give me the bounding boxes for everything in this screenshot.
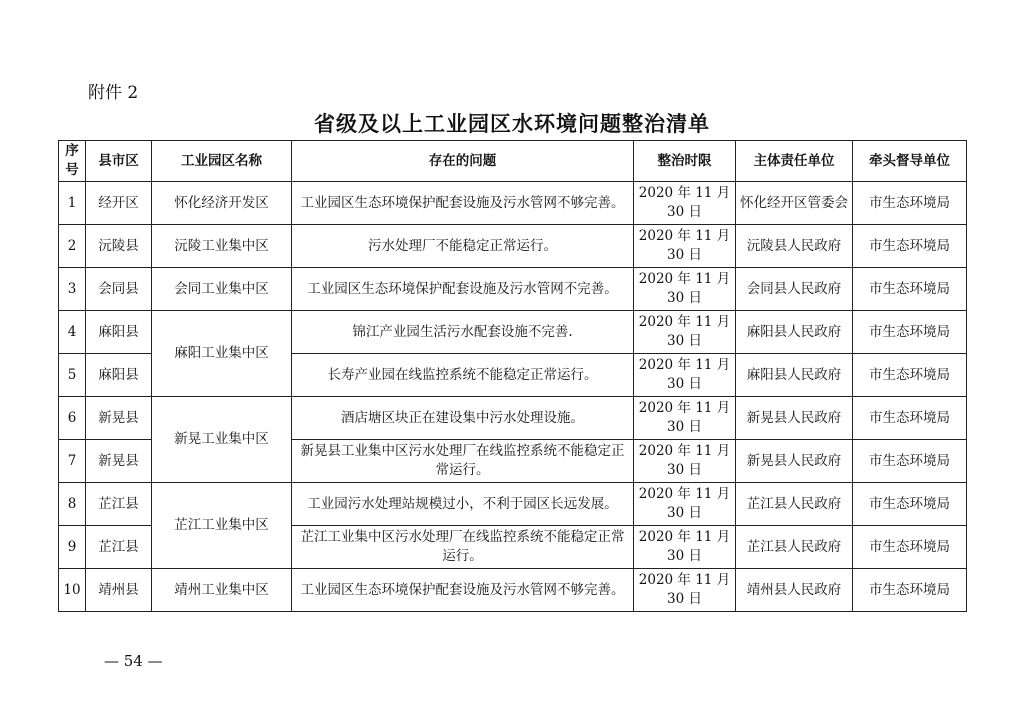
header-deadline: 整治时限 [634,141,736,182]
header-supervisor: 牵头督导单位 [853,141,967,182]
header-county: 县市区 [86,141,152,182]
cell-owner: 靖州县人民政府 [736,569,853,612]
cell-deadline: 2020 年 11 月 30 日 [634,354,736,397]
page-number: — 54 — [104,652,163,670]
cell-deadline: 2020 年 11 月 30 日 [634,483,736,526]
cell-issue: 工业园区生态环境保护配套设施及污水管网不完善。 [292,268,634,311]
table-header-row [59,141,967,182]
cell-issue: 工业园区生态环境保护配套设施及污水管网不够完善。 [292,569,634,612]
page-title: 省级及以上工业园区水环境问题整治清单 [314,112,710,136]
cell-county: 靖州县 [86,569,152,612]
cell-deadline: 2020 年 11 月 30 日 [634,397,736,440]
table-row [59,569,967,612]
cell-county: 芷江县 [86,526,152,569]
cell-no: 5 [59,354,86,397]
cell-issue: 芷江工业集中区污水处理厂在线监控系统不能稳定正常运行。 [292,526,634,569]
table-row [59,182,967,225]
cell-park: 新晃工业集中区 [152,397,292,483]
table-row [59,311,967,354]
cell-county: 麻阳县 [86,311,152,354]
cell-supervisor: 市生态环境局 [853,268,967,311]
cell-no: 7 [59,440,86,483]
cell-supervisor: 市生态环境局 [853,311,967,354]
cell-deadline: 2020 年 11 月 30 日 [634,526,736,569]
cell-issue: 新晃县工业集中区污水处理厂在线监控系统不能稳定正常运行。 [292,440,634,483]
table-row [59,397,967,440]
table-row [59,225,967,268]
cell-issue: 酒店塘区块正在建设集中污水处理设施。 [292,397,634,440]
cell-owner: 怀化经开区管委会 [736,182,853,225]
cell-supervisor: 市生态环境局 [853,225,967,268]
cell-owner: 沅陵县人民政府 [736,225,853,268]
table-row [59,483,967,526]
cell-supervisor: 市生态环境局 [853,354,967,397]
cell-owner: 新晃县人民政府 [736,397,853,440]
cell-deadline: 2020 年 11 月 30 日 [634,569,736,612]
cell-no: 10 [59,569,86,612]
cell-park: 怀化经济开发区 [152,182,292,225]
cell-no: 6 [59,397,86,440]
cell-deadline: 2020 年 11 月 30 日 [634,440,736,483]
cell-park: 会同工业集中区 [152,268,292,311]
cell-owner: 麻阳县人民政府 [736,311,853,354]
cell-deadline: 2020 年 11 月 30 日 [634,225,736,268]
cell-county: 经开区 [86,182,152,225]
cell-supervisor: 市生态环境局 [853,440,967,483]
cell-issue: 长寿产业园在线监控系统不能稳定正常运行。 [292,354,634,397]
cell-county: 麻阳县 [86,354,152,397]
cell-park: 麻阳工业集中区 [152,311,292,397]
cell-deadline: 2020 年 11 月 30 日 [634,311,736,354]
cell-park: 靖州工业集中区 [152,569,292,612]
cell-deadline: 2020 年 11 月 30 日 [634,182,736,225]
cell-supervisor: 市生态环境局 [853,526,967,569]
cell-owner: 芷江县人民政府 [736,483,853,526]
cell-county: 新晃县 [86,440,152,483]
rectification-table [58,140,967,612]
cell-deadline: 2020 年 11 月 30 日 [634,268,736,311]
cell-supervisor: 市生态环境局 [853,569,967,612]
cell-owner: 新晃县人民政府 [736,440,853,483]
header-no: 序号 [59,141,86,182]
cell-owner: 会同县人民政府 [736,268,853,311]
cell-county: 新晃县 [86,397,152,440]
cell-owner: 芷江县人民政府 [736,526,853,569]
header-owner: 主体责任单位 [736,141,853,182]
cell-issue: 工业园污水处理站规模过小，不利于园区长远发展。 [292,483,634,526]
cell-no: 4 [59,311,86,354]
cell-county: 芷江县 [86,483,152,526]
cell-county: 会同县 [86,268,152,311]
header-issue: 存在的问题 [292,141,634,182]
cell-no: 3 [59,268,86,311]
cell-no: 9 [59,526,86,569]
cell-issue: 污水处理厂不能稳定正常运行。 [292,225,634,268]
cell-no: 1 [59,182,86,225]
cell-issue: 工业园区生态环境保护配套设施及污水管网不够完善。 [292,182,634,225]
cell-county: 沅陵县 [86,225,152,268]
cell-no: 2 [59,225,86,268]
table-row [59,268,967,311]
cell-issue: 锦江产业园生活污水配套设施不完善. [292,311,634,354]
cell-park: 芷江工业集中区 [152,483,292,569]
cell-park: 沅陵工业集中区 [152,225,292,268]
cell-supervisor: 市生态环境局 [853,182,967,225]
attachment-label: 附件 2 [88,83,139,103]
cell-supervisor: 市生态环境局 [853,397,967,440]
cell-no: 8 [59,483,86,526]
header-park: 工业园区名称 [152,141,292,182]
cell-owner: 麻阳县人民政府 [736,354,853,397]
cell-supervisor: 市生态环境局 [853,483,967,526]
